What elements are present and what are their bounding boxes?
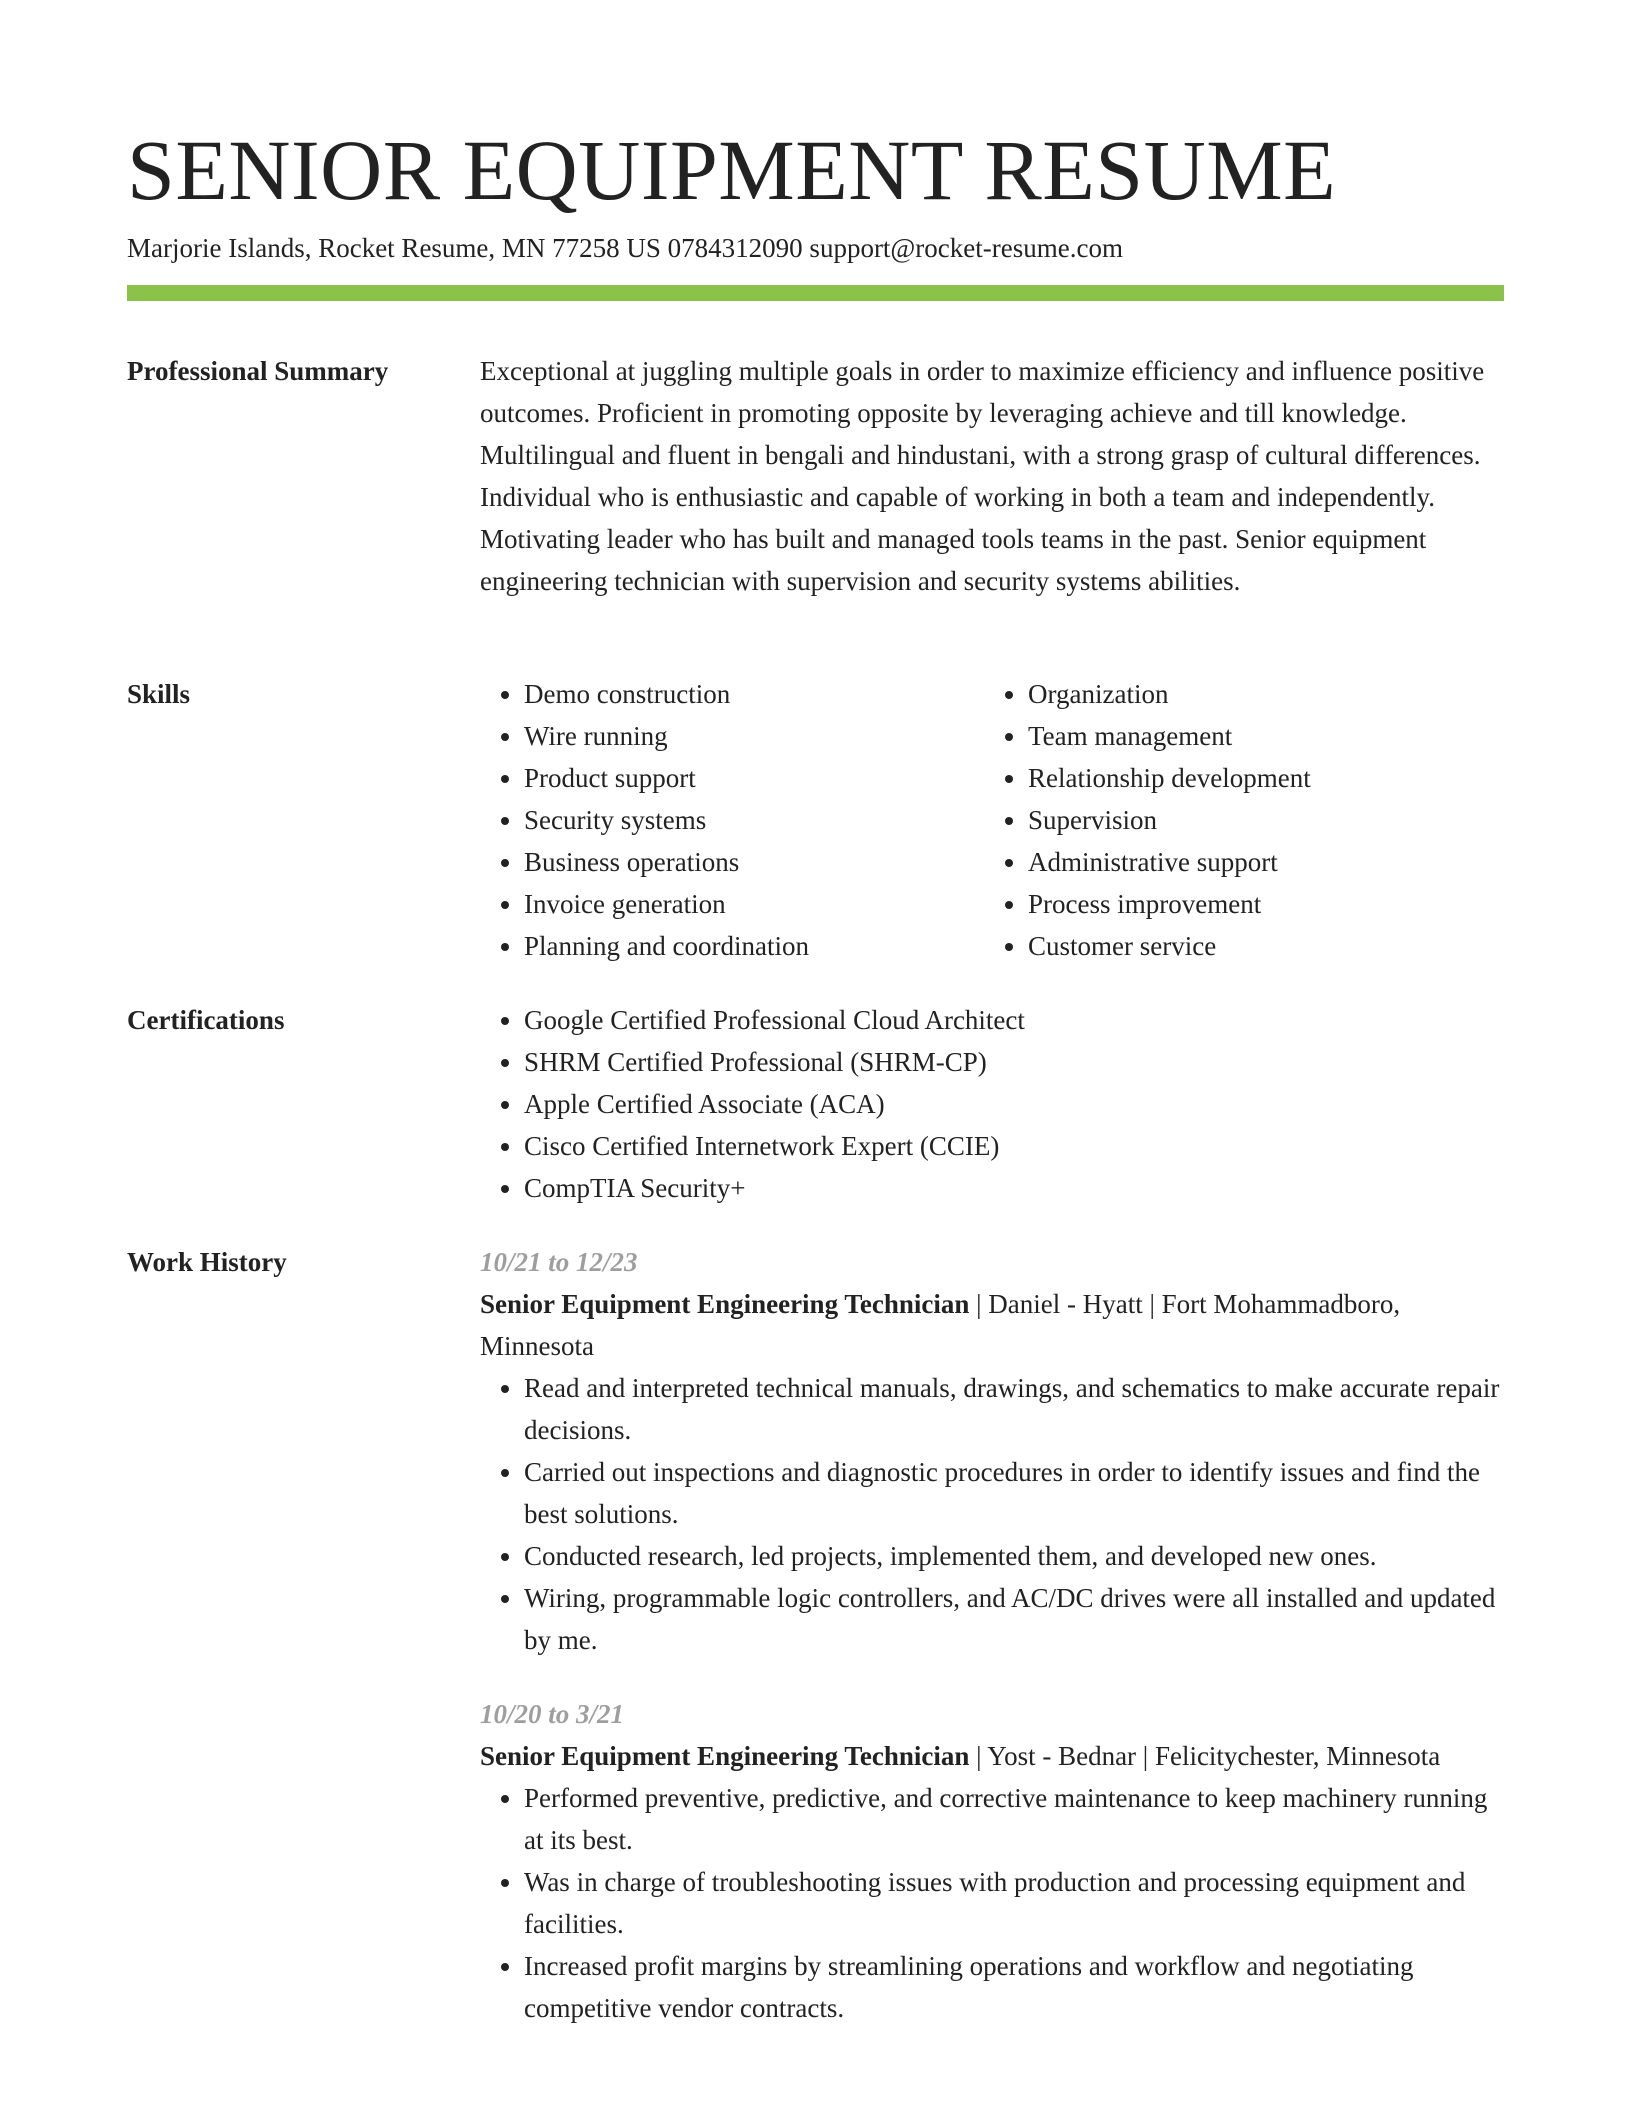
skill-item: • Demo construction bbox=[524, 673, 984, 715]
certification-item: • CompTIA Security+ bbox=[524, 1167, 1504, 1209]
job-details: | Yost - Bednar | Felicitychester, Minnesota bbox=[969, 1741, 1441, 1771]
skill-item: • Team management bbox=[1028, 715, 1488, 757]
certification-item: • Google Certified Professional Cloud Architect bbox=[524, 999, 1504, 1041]
skill-item: • Organization bbox=[1028, 673, 1488, 715]
summary-label: Professional Summary bbox=[127, 356, 389, 386]
skills-column-right bbox=[984, 673, 1488, 967]
job-bullet: • Performed preventive, predictive, and corrective maintenance to keep machinery running at its best. bbox=[524, 1777, 1504, 1861]
job-bullet: • Increased profit margins by streamlining operations and workflow and negotiating competitive vendor contracts. bbox=[524, 1945, 1504, 2029]
header-divider bbox=[127, 285, 1504, 301]
skills-body bbox=[480, 673, 1504, 967]
certification-item: • SHRM Certified Professional (SHRM-CP) bbox=[524, 1041, 1504, 1083]
skill-item: • Planning and coordination bbox=[524, 925, 984, 967]
skill-item: • Administrative support bbox=[1028, 841, 1488, 883]
certifications-body bbox=[480, 999, 1504, 1209]
job-bullet: • Wiring, programmable logic controllers, and AC/DC drives were all installed and updated by me. bbox=[524, 1577, 1504, 1661]
summary-body bbox=[480, 350, 1504, 602]
job-heading bbox=[480, 1283, 1504, 1367]
job-details: | Daniel - Hyatt | Fort Mohammadboro, Minnesota bbox=[480, 1289, 1401, 1361]
skill-item: • Product support bbox=[524, 757, 984, 799]
work-history-label: Work History bbox=[127, 1247, 287, 1277]
skills-column-left bbox=[480, 673, 984, 967]
skill-item: • Customer service bbox=[1028, 925, 1488, 967]
skill-item: • Wire running bbox=[524, 715, 984, 757]
job-title: Senior Equipment Engineering Technician bbox=[480, 1289, 970, 1319]
job-bullet: • Was in charge of troubleshooting issues with production and processing equipment and facilities. bbox=[524, 1861, 1504, 1945]
skill-item: • Business operations bbox=[524, 841, 984, 883]
job-entry bbox=[480, 1241, 1504, 1661]
certifications-label: Certifications bbox=[127, 1005, 285, 1035]
skill-item: • Security systems bbox=[524, 799, 984, 841]
job-dates: 10/20 to 3/21 bbox=[480, 1699, 625, 1729]
skill-item: • Relationship development bbox=[1028, 757, 1488, 799]
resume-title: SENIOR EQUIPMENT RESUME bbox=[127, 122, 1337, 218]
job-title: Senior Equipment Engineering Technician bbox=[480, 1741, 970, 1771]
skill-item: • Process improvement bbox=[1028, 883, 1488, 925]
certification-item: • Cisco Certified Internetwork Expert (CCIE) bbox=[524, 1125, 1504, 1167]
job-bullets bbox=[480, 1777, 1504, 2029]
contact-line: Marjorie Islands, Rocket Resume, MN 77258 US 0784312090 support@rocket-resume.com bbox=[127, 233, 1123, 263]
job-bullet: • Conducted research, led projects, implemented them, and developed new ones. bbox=[524, 1535, 1504, 1577]
skills-label: Skills bbox=[127, 679, 191, 709]
job-bullets bbox=[480, 1367, 1504, 1661]
job-bullet: • Carried out inspections and diagnostic procedures in order to identify issues and find the best solutions. bbox=[524, 1451, 1504, 1535]
skill-item: • Supervision bbox=[1028, 799, 1488, 841]
skill-item: • Invoice generation bbox=[524, 883, 984, 925]
job-entry bbox=[480, 1693, 1504, 2029]
summary-text: Exceptional at juggling multiple goals in order to maximize efficiency and influence positive outcomes. Proficient in promoting opposite by leveraging achieve and till knowledge. Multilingual and fluent in bengali and hindustani, with a strong grasp of cultural differences. Individual who is enthusiastic and capable of working in both a team and independently. Motivating leader who has built and managed tools teams in the past. Senior equipment engineering technician with supervision and security systems abilities. bbox=[480, 356, 1485, 596]
job-bullet: • Read and interpreted technical manuals, drawings, and schematics to make accurate repair decisions. bbox=[524, 1367, 1504, 1451]
job-heading bbox=[480, 1735, 1504, 1777]
work-history-body bbox=[480, 1241, 1504, 2061]
job-dates: 10/21 to 12/23 bbox=[480, 1247, 638, 1277]
certification-item: • Apple Certified Associate (ACA) bbox=[524, 1083, 1504, 1125]
